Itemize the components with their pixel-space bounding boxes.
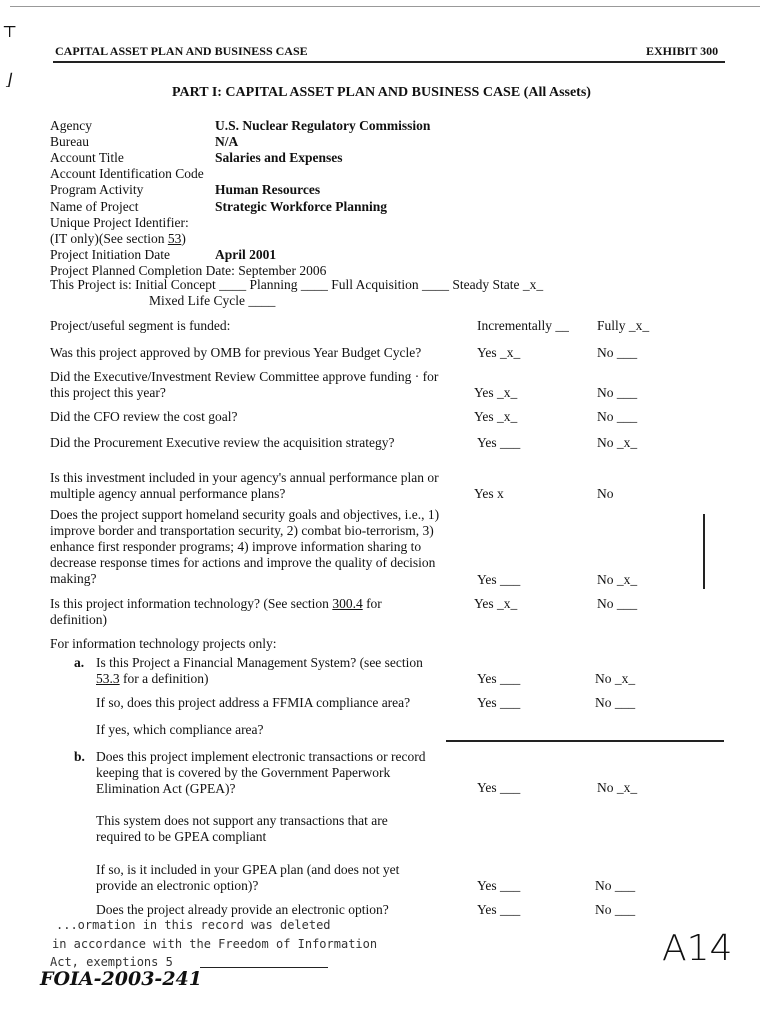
info-value-bureau: N/A xyxy=(215,134,239,149)
divider-line xyxy=(446,740,724,742)
answer-electronic-yes: Yes ___ xyxy=(477,902,521,917)
question-ffmia: If so, does this project address a FFMIA compliance area? xyxy=(96,695,411,710)
question-performance-plan: Is this investment included in your agency's annual performance plan or multiple agency annual performance plans? xyxy=(50,470,439,501)
question-gpea-plan: If so, is it included in your GPEA plan (and does not yet provide an electronic option)? xyxy=(96,862,400,893)
answer-cfo-no: No ___ xyxy=(597,409,638,424)
answer-gpea-yes: Yes ___ xyxy=(477,780,521,795)
question-cfo-review: Did the CFO review the cost goal? xyxy=(50,409,238,424)
info-value-project-name: Strategic Workforce Planning xyxy=(215,199,387,214)
question-compliance-area: If yes, which compliance area? xyxy=(96,722,264,737)
section-53-link[interactable]: 53 xyxy=(167,231,182,246)
answer-is-it-yes: Yes _x_ xyxy=(474,596,518,611)
answer-gpea-no: No _x_ xyxy=(597,780,638,795)
answer-financial-no: No _x_ xyxy=(595,671,636,686)
margin-mark: ⊤ xyxy=(2,22,18,41)
margin-mark: ⌋ xyxy=(6,70,13,89)
info-value-program-activity: Human Resources xyxy=(215,182,321,197)
answer-is-it-no: No ___ xyxy=(597,596,638,611)
info-label-project-name: Name of Project xyxy=(50,199,139,214)
info-label-account-title: Account Title xyxy=(50,150,124,165)
answer-procurement-no: No _x_ xyxy=(597,435,638,450)
answer-procurement-yes: Yes ___ xyxy=(477,435,521,450)
it-section-heading: For information technology projects only: xyxy=(50,636,277,651)
margin-bar xyxy=(703,514,705,589)
info-label-program-activity: Program Activity xyxy=(50,182,144,197)
gpea-note: This system does not support any transactions that are required to be GPEA compliant xyxy=(96,813,388,844)
question-homeland-security: Does the project support homeland security goals and objectives, i.e., 1) improve border and transportation security, 2) combat bio-terrorism, 3) enhance first responder programs; 4) improve information sharing to decrease response times for actions and improve the quality of decision making? xyxy=(50,507,440,586)
info-label-agency: Agency xyxy=(50,118,92,133)
question-procurement-review: Did the Procurement Executive review the acquisition strategy? xyxy=(50,435,395,450)
page-mark: A14 xyxy=(662,928,733,969)
info-label-unique-id: Unique Project Identifier: xyxy=(50,215,189,230)
info-value-initiation-date: April 2001 xyxy=(215,247,277,262)
answer-homeland-yes: Yes ___ xyxy=(477,572,521,587)
answer-electronic-no: No ___ xyxy=(595,902,636,917)
project-type-mixed: Mixed Life Cycle ____ xyxy=(149,293,276,308)
answer-homeland-no: No _x_ xyxy=(597,572,638,587)
info-label-bureau: Bureau xyxy=(50,134,89,149)
answer-ffmia-no: No ___ xyxy=(595,695,636,710)
answer-committee-no: No ___ xyxy=(597,385,638,400)
answer-omb-no: No ___ xyxy=(597,345,638,360)
funded-question: Project/useful segment is funded: xyxy=(50,318,231,333)
answer-ffmia-yes: Yes ___ xyxy=(477,695,521,710)
foia-stamp-line1: ...ormation in this record was deleted xyxy=(56,918,331,932)
section-53-3-link[interactable]: 53.3 xyxy=(96,671,120,686)
info-value-agency: U.S. Nuclear Regulatory Commission xyxy=(215,118,431,133)
foia-stamp-line3: Act, exemptions 5 xyxy=(50,955,173,969)
answer-omb-yes: Yes _x_ xyxy=(477,345,521,360)
question-financial-system: Is this Project a Financial Management System? (see section 53.3 for a definition) xyxy=(96,655,423,686)
foia-stamp-line2: in accordance with the Freedom of Information xyxy=(52,937,378,951)
info-label-it-only: (IT only)(See section 53) xyxy=(50,231,186,246)
foia-number: FOIA-2003-241 xyxy=(40,968,202,990)
answer-financial-yes: Yes ___ xyxy=(477,671,521,686)
answer-committee-yes: Yes _x_ xyxy=(474,385,518,400)
info-label-completion-date: Project Planned Completion Date: September 2006 xyxy=(50,263,327,278)
answer-performance-yes: Yes x xyxy=(474,486,504,501)
answer-cfo-yes: Yes _x_ xyxy=(474,409,518,424)
answer-performance-no: No xyxy=(597,486,614,501)
section-300-4-link[interactable]: 300.4 xyxy=(332,596,363,611)
question-electronic-option: Does the project already provide an electronic option? xyxy=(96,902,389,917)
funded-incrementally: Incrementally __ xyxy=(477,318,569,333)
question-review-committee: Did the Executive/Investment Review Committee approve funding · for this project this year? xyxy=(50,369,439,400)
funded-fully: Fully _x_ xyxy=(597,318,650,333)
info-label-initiation-date: Project Initiation Date xyxy=(50,247,170,262)
document-header-left: CAPITAL ASSET PLAN AND BUSINESS CASE xyxy=(55,44,308,58)
document-header-right: EXHIBIT 300 xyxy=(646,44,719,58)
question-omb-approval: Was this project approved by OMB for previous Year Budget Cycle? xyxy=(50,345,422,360)
item-b-label: b. xyxy=(74,749,85,764)
answer-gpea-plan-no: No ___ xyxy=(595,878,636,893)
question-is-it: Is this project information technology? (See section 300.4 for definition) xyxy=(50,596,382,627)
info-label-account-id: Account Identification Code xyxy=(50,166,204,181)
question-gpea: Does this project implement electronic transactions or record keeping that is covered by the Government Paperwork Elimination Act (GPEA)? xyxy=(96,749,426,796)
part-title: PART I: CAPITAL ASSET PLAN AND BUSINESS CASE (All Assets) xyxy=(172,85,591,100)
project-type-line: This Project is: Initial Concept ____ Planning ____ Full Acquisition ____ Steady State _x_ xyxy=(50,277,544,292)
answer-gpea-plan-yes: Yes ___ xyxy=(477,878,521,893)
info-value-account-title: Salaries and Expenses xyxy=(215,150,343,165)
item-a-label: a. xyxy=(74,655,85,670)
